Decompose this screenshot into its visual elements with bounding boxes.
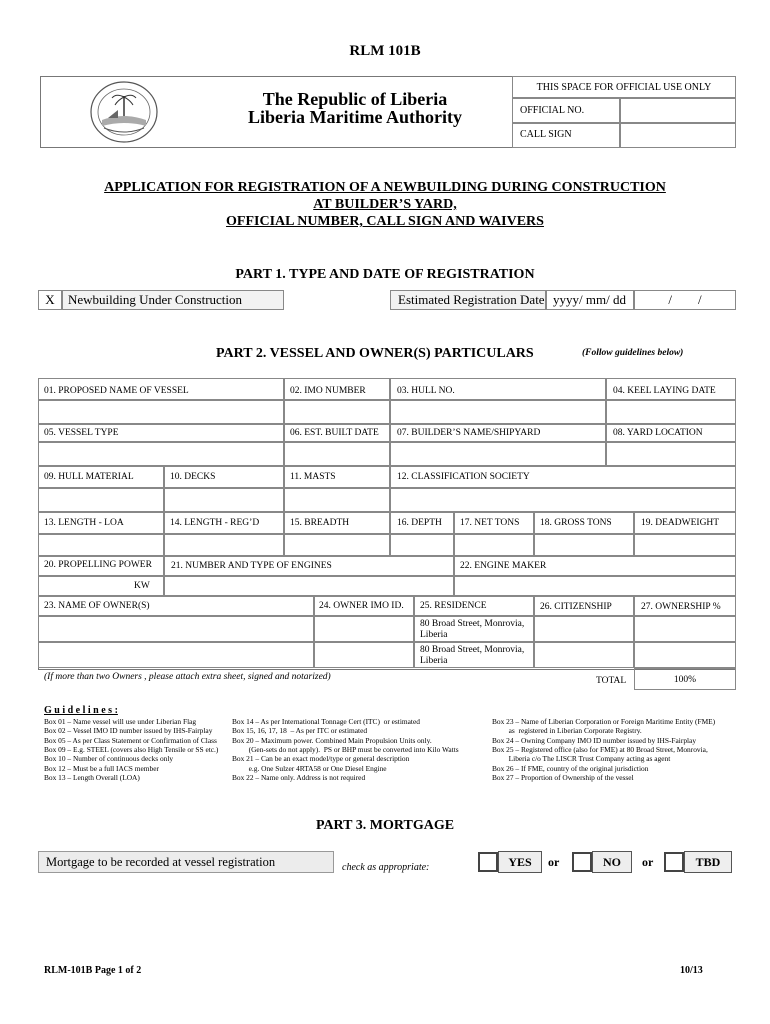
newbuilding-check-mark: X (45, 292, 55, 307)
hull-no-field[interactable] (390, 400, 606, 424)
owner1-imo-field[interactable] (314, 616, 414, 642)
call-sign-field[interactable] (620, 123, 736, 148)
mortgage-tbd-checkbox[interactable] (664, 852, 684, 872)
mortgage-no-checkbox[interactable] (572, 852, 592, 872)
owners-note: (If more than two Owners , please attach extra sheet, signed and notarized) (44, 672, 331, 682)
guideline-item: Liberia c/o The LISCR Trust Company acting as agent (492, 754, 671, 764)
part3-heading: PART 3. MORTGAGE (315, 818, 455, 833)
guideline-item: e.g. One Sulzer 4RTA58 or One Diesel Engine (232, 763, 387, 773)
guideline-item: Box 22 – Name only. Address is not required (232, 772, 366, 782)
field-label-27: 27. OWNERSHIP % (641, 602, 721, 612)
authority-name: Liberia Maritime Authority (248, 107, 462, 127)
owner1-ownership-field[interactable] (634, 616, 736, 642)
guideline-item: Box 01 – Name vessel will use under Liberian Flag (44, 717, 197, 726)
field-label-11: 11. MASTS (290, 472, 336, 482)
owner1-citizenship-field[interactable] (534, 616, 634, 642)
guideline-item: Box 14 – As per International Tonnage Cert (ITC) or estimated (232, 717, 420, 726)
guideline-item: Box 13 – Length Overall (LOA) (44, 772, 140, 782)
total-label: TOTAL (596, 676, 627, 686)
field-label-21: 21. NUMBER AND TYPE OF ENGINES (171, 561, 332, 571)
guideline-item: Box 10 – Number of continuous decks only (44, 754, 174, 764)
official-use-title: THIS SPACE FOR OFFICIAL USE ONLY (536, 82, 712, 93)
form-version: 10/13 (680, 965, 703, 976)
guideline-item: Box 20 – Maximum power. Combined Main Propulsion Units only. (232, 735, 432, 745)
field-label-08: 08. YARD LOCATION (613, 428, 703, 438)
owner1-residence-line1: 80 Broad Street, Monrovia, (420, 619, 525, 629)
owner2-imo-field[interactable] (314, 642, 414, 668)
form-title-line3: OFFICIAL NUMBER, CALL SIGN AND WAIVERS (226, 214, 544, 229)
field-label-25: 25. RESIDENCE (420, 601, 487, 611)
depth-field[interactable] (390, 534, 454, 556)
owner2-residence-line2: Liberia (420, 656, 448, 666)
field-label-07: 07. BUILDER’S NAME/SHIPYARD (397, 428, 541, 438)
guideline-item: (Gen-sets do not apply). PS or BHP must be converted into Kilo Watts (232, 744, 459, 754)
form-title-line2: AT BUILDER’S YARD, (313, 197, 457, 212)
guideline-item: Box 23 – Name of Liberian Corporation or Foreign Maritime Entity (FME) (492, 717, 716, 726)
field-label-14: 14. LENGTH - REG’D (170, 518, 260, 528)
field-label-12: 12. CLASSIFICATION SOCIETY (397, 472, 530, 482)
field-label-13: 13. LENGTH - LOA (44, 518, 124, 528)
field-label-03: 03. HULL NO. (397, 386, 455, 396)
field-label-20: 20. PROPELLING POWER (44, 560, 152, 570)
vessel-name-field[interactable] (38, 400, 284, 424)
power-unit: KW (134, 581, 150, 591)
owner2-name-field[interactable] (38, 642, 314, 668)
form-title-line1: APPLICATION FOR REGISTRATION OF A NEWBUILDING DURING CONSTRUCTION (104, 180, 666, 195)
field-label-17: 17. NET TONS (460, 518, 520, 528)
keel-laying-date-field[interactable] (606, 400, 736, 424)
guidelines-title: G u i d e l i n e s : (44, 705, 118, 716)
guideline-item: Box 26 – If FME, country of the original jurisdiction (492, 763, 649, 773)
field-label-24: 24. OWNER IMO ID. (319, 601, 404, 611)
classification-society-field[interactable] (390, 488, 736, 512)
est-date-label: Estimated Registration Date (398, 292, 545, 307)
part2-heading: PART 2. VESSEL AND OWNER(S) PARTICULARS (216, 346, 534, 361)
est-date-value: / / (668, 292, 702, 307)
length-regd-field[interactable] (164, 534, 284, 556)
field-label-26: 26. CITIZENSHIP (540, 602, 612, 612)
part2-note: (Follow guidelines below) (582, 348, 684, 358)
gross-tons-field[interactable] (534, 534, 634, 556)
decks-field[interactable] (164, 488, 284, 512)
owner1-residence-line2: Liberia (420, 630, 448, 640)
liberia-seal-icon (88, 80, 160, 144)
guideline-item: Box 27 – Proportion of Ownership of the vessel (492, 772, 634, 782)
no-label: NO (603, 855, 621, 869)
owner1-name-field[interactable] (38, 616, 314, 642)
mortgage-yes-checkbox[interactable] (478, 852, 498, 872)
masts-field[interactable] (284, 488, 390, 512)
owner2-citizenship-field[interactable] (534, 642, 634, 668)
total-ownership-value: 100% (673, 675, 697, 685)
field-label-04: 04. KEEL LAYING DATE (613, 386, 716, 396)
tbd-label: TBD (695, 855, 721, 869)
call-sign-label: CALL SIGN (520, 129, 572, 140)
form-code: RLM 101B (349, 43, 421, 59)
engine-maker-field[interactable] (454, 576, 736, 596)
field-label-05: 05. VESSEL TYPE (44, 428, 119, 438)
field-label-23: 23. NAME OF OWNER(S) (44, 601, 150, 611)
guideline-item: Box 21 – Can be an exact model/type or general description (232, 754, 410, 764)
field-label-15: 15. BREADTH (290, 518, 350, 528)
field-label-10: 10. DECKS (170, 472, 216, 482)
builder-name-field[interactable] (390, 442, 606, 466)
field-label-02: 02. IMO NUMBER (290, 386, 366, 396)
owner2-ownership-field[interactable] (634, 642, 736, 668)
length-loa-field[interactable] (38, 534, 164, 556)
guideline-item: Box 24 – Owning Company IMO ID number issued by IHS-Fairplay (492, 735, 697, 745)
country-name: The Republic of Liberia (262, 89, 448, 109)
field-label-19: 19. DEADWEIGHT (641, 518, 720, 528)
or-label-2: or (642, 855, 654, 869)
mortgage-label: Mortgage to be recorded at vessel registration (46, 855, 276, 869)
guideline-item: as registered in Liberian Corporate Registry. (492, 726, 642, 736)
guideline-item: Box 15, 16, 17, 18 – As per ITC or estimated (232, 726, 368, 736)
page-number: RLM-101B Page 1 of 2 (44, 965, 142, 976)
net-tons-field[interactable] (454, 534, 534, 556)
est-built-date-field[interactable] (284, 442, 390, 466)
part1-heading: PART 1. TYPE AND DATE OF REGISTRATION (235, 267, 535, 282)
field-label-06: 06. EST. BUILT DATE (290, 428, 379, 438)
or-label-1: or (548, 855, 560, 869)
field-label-22: 22. ENGINE MAKER (460, 561, 547, 571)
deadweight-field[interactable] (634, 534, 736, 556)
check-note: check as appropriate: (342, 862, 430, 873)
imo-number-field[interactable] (284, 400, 390, 424)
field-label-16: 16. DEPTH (397, 518, 442, 528)
guideline-item: Box 12 – Must be a full IACS member (44, 763, 159, 773)
engines-field[interactable] (164, 576, 454, 596)
official-no-label: OFFICIAL NO. (520, 105, 585, 116)
guideline-item: Box 09 – E.g. STEEL (covers also High Tensile or SS etc.) (44, 744, 219, 754)
guideline-item: Box 05 – As per Class Statement or Confirmation of Class (44, 735, 217, 745)
registration-type-label: Newbuilding Under Construction (68, 292, 243, 307)
yard-location-field[interactable] (606, 442, 736, 466)
official-no-field[interactable] (620, 98, 736, 123)
owner2-residence-line1: 80 Broad Street, Monrovia, (420, 645, 525, 655)
breadth-field[interactable] (284, 534, 390, 556)
field-label-18: 18. GROSS TONS (540, 518, 612, 528)
guideline-item: Box 25 – Registered office (also for FME) at 80 Broad Street, Monrovia, (492, 744, 708, 754)
date-format-label: yyyy/ mm/ dd (553, 292, 626, 307)
hull-material-field[interactable] (38, 488, 164, 512)
guideline-item: Box 02 – Vessel IMO ID number issued by IHS-Fairplay (44, 726, 213, 736)
yes-label: YES (508, 855, 532, 869)
field-label-01: 01. PROPOSED NAME OF VESSEL (44, 386, 189, 396)
vessel-type-field[interactable] (38, 442, 284, 466)
field-label-09: 09. HULL MATERIAL (44, 472, 134, 482)
